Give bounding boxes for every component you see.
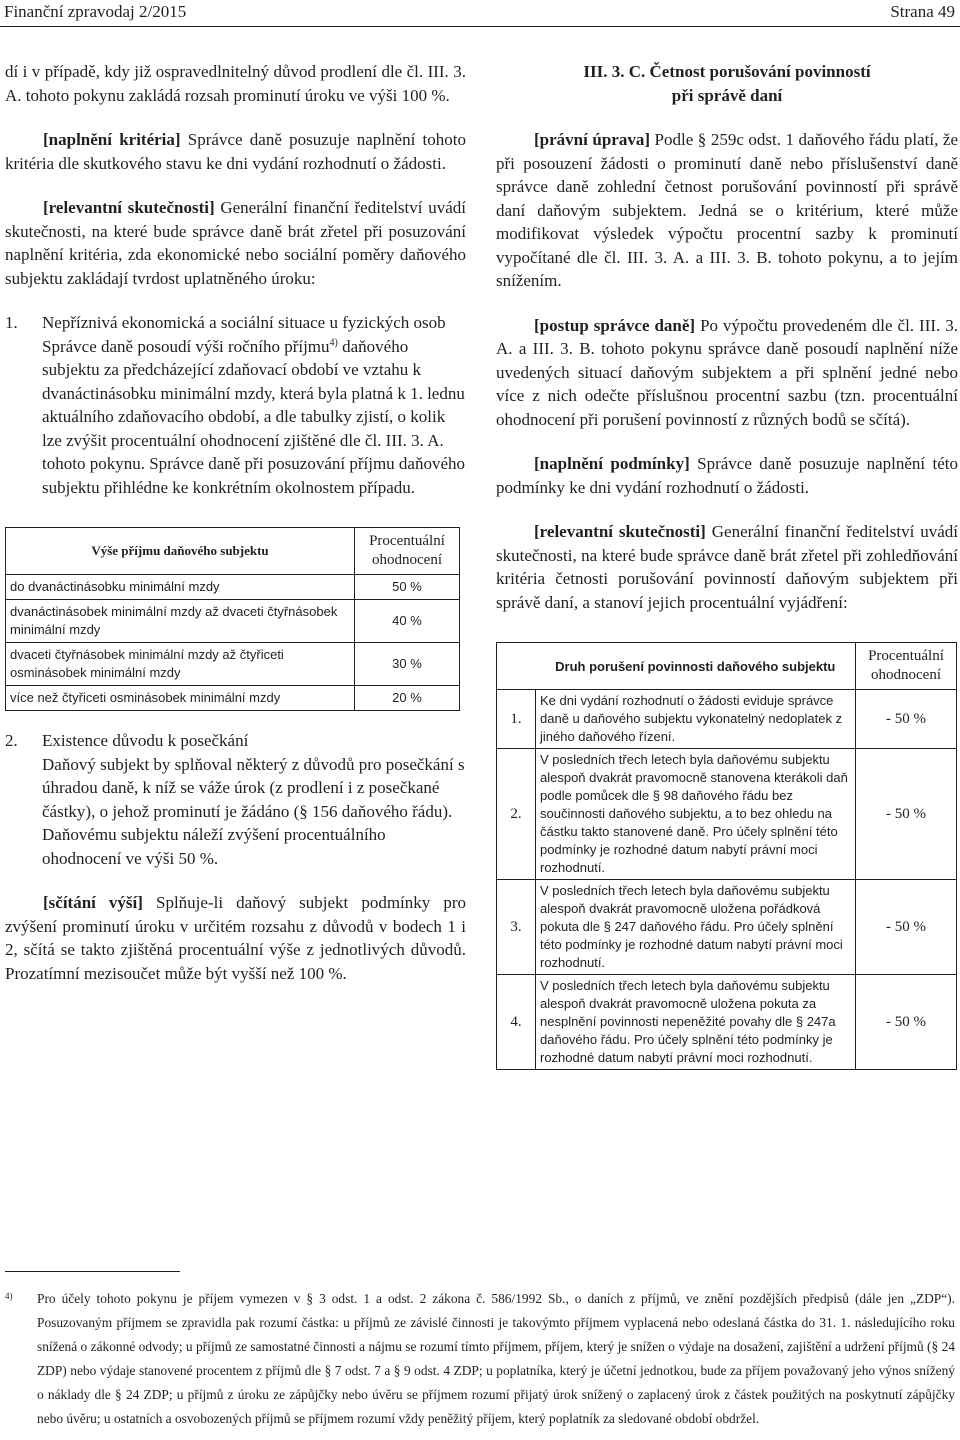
table-cell-value: 40 % — [355, 600, 460, 643]
list-item-number: 1. — [5, 313, 18, 332]
paragraph-continued: dí i v případě, kdy již ospravedlnitelný důvod prodlení dle čl. III. 3. A. tohoto pokynu zakládá rozsah prominutí úroku ve výši 100 %. — [5, 62, 466, 105]
table-row — [6, 600, 460, 643]
table-row — [6, 686, 460, 711]
text-naplneni-kriteria: Správce daně posuzuje naplnění tohoto kritéria dle skutkového stavu ke dni vydání rozhodnutí o žádosti. — [5, 130, 466, 173]
table-cell-number: 1. — [497, 690, 536, 749]
list-item-2 — [5, 729, 466, 870]
income-table — [5, 527, 460, 711]
journal-title: Finanční zpravodaj 2/2015 — [4, 2, 187, 21]
list-item-body: Daňový subjekt by splňoval některý z důvodů pro posečkání s úhradou daně, k níž se váže úrok (z prodlení i z posečkané částky), o jehož prominutí je žádáno (§ 156 daňového řádu). Daňovému subjektu náleží zvýšení procentuálního ohodnocení ve výši 50 %. — [42, 754, 465, 868]
table-row — [497, 690, 957, 749]
table-cell-value: - 50 % — [856, 880, 957, 975]
text-pravni-uprava: Podle § 259c odst. 1 daňového řádu platí, že při posouzení žádosti o prominutí daně nebo příslušenství daně správce daně zohlední četnost porušování povinností při správě daní daňovým subjektem. Jedná se o kritérium, které může modifikovat výsledek výpočtu procentní sazby k prominutí vypočítané dle čl. III. 3. A. a III. 3. B. tohoto pokynu, a to jejím snížením. — [496, 130, 958, 290]
page-number: Strana 49 — [890, 2, 955, 21]
list-item-body — [42, 335, 466, 500]
text-naplneni-podminky: Správce daně posuzuje naplnění této podmínky ke dni vydání rozhodnutí o žádosti. — [496, 454, 958, 497]
paragraph-scitani-vysi — [5, 891, 466, 985]
footnote-mark: 4) — [5, 1291, 13, 1301]
item1-text-a: Správce daně posoudí výši ročního příjmu — [42, 336, 330, 356]
left-column — [5, 60, 466, 985]
tag-postup-spravce: [postup správce daně] — [534, 315, 696, 335]
table-cell-text: V posledních třech letech byla daňovému subjektu alespoň dvakrát pravomocně uložena pokuta za nesplnění povinnosti nepeněžité povahy dle § 247a daňového řádu. Pro účely splnění této podmínky je rozhodné datum nabytí právní moci rozhodnutí. — [536, 975, 856, 1070]
tag-naplneni-kriteria: [naplnění kritéria] — [43, 130, 181, 149]
table-cell-number: 3. — [497, 880, 536, 975]
section-heading-line2: při správě daní — [671, 85, 783, 105]
table-cell-number: 2. — [497, 749, 536, 880]
tag-pravni-uprava: [právní úprava] — [534, 130, 650, 149]
list-item-1 — [5, 311, 466, 499]
table-header-percent: Procentuální ohodnocení — [355, 528, 460, 575]
table-header-violation: Druh porušení povinnosti daňového subjektu — [536, 643, 856, 690]
text-scitani-vysi: Splňuje-li daňový subjekt podmínky pro zvýšení prominutí úroku v určitém rozsahu z důvodů v bodech 1 i 2, sčítá se takto zjištěná procentuální výše z jednotlivých důvodů. Prozatímní mezisoučet může být vyšší než 100 %. — [5, 893, 466, 983]
table-cell-text: Ke dni vydání rozhodnutí o žádosti eviduje správce daně u daňového subjektu vykonatelný nedoplatek z jiného daňového řízení. — [536, 690, 856, 749]
page-header — [0, 0, 960, 27]
list-item-title: Existence důvodu k posečkání — [42, 731, 249, 750]
footnote-ref: 4) — [329, 336, 338, 348]
table-row — [497, 975, 957, 1070]
table-cell-value: - 50 % — [856, 690, 957, 749]
table-cell-value: 30 % — [355, 643, 460, 686]
table-cell-value: 20 % — [355, 686, 460, 711]
table-header-percent: Procentuální ohodnocení — [856, 643, 957, 690]
tag-naplneni-podminky: [naplnění podmínky] — [534, 454, 690, 473]
tag-relevantni-skutecnosti: [relevantní skutečnosti] — [43, 198, 215, 217]
paragraph-naplneni-podminky — [496, 452, 958, 499]
paragraph-pravni-uprava — [496, 128, 958, 293]
text-postup-spravce: Po výpočtu provedeném dle čl. III. 3. A. a III. 3. B. tohoto pokynu správce daně posoudí naplnění níže uvedených situací daňovým subjektem a při splnění jedné nebo více z nich odečte příslušnou procentní sazbu (tzn. procentuální ohodnocení při porušení povinností z různých bodů se sčítá). — [496, 315, 958, 429]
footnote — [5, 1287, 955, 1431]
text-relevantni-skutecnosti: Generální finanční ředitelství uvádí skutečnosti, na které bude správce daně brát zřetel při posuzování naplnění kritéria, zda ekonomické nebo sociální poměry daňového subjektu zakládají tvrdost uplatněného úroku: — [5, 198, 466, 288]
list-item-number: 2. — [5, 731, 18, 750]
table-row — [497, 749, 957, 880]
tag-relevantni-skutecnosti-2: [relevantní skutečnosti] — [534, 522, 706, 541]
table-cell-value: 50 % — [355, 575, 460, 600]
table-row — [497, 880, 957, 975]
paragraph-postup-spravce — [496, 314, 958, 432]
footnote-divider — [5, 1271, 180, 1272]
footnote-text: Pro účely tohoto pokynu je příjem vymezen v § 3 odst. 1 a odst. 2 zákona č. 586/1992 Sb., o daních z příjmů, ve znění pozdějších předpisů (dále jen „ZDP“). Posuzovaným příjmem se zpravidla pak rozumí částka: u příjmů ze závislé činnosti je takovýmto příjmem vyplacená nebo odeslaná částka do 31. 1. následujícího roku snížená o zákonné odvody; u příjmů ze samostatné činnosti a nájmu se rozumí tímto příjmem, příjem, který je snížen o výdaje na dosažení, zajištění a udržení příjmů (§ 24 ZDP) nebo výdaje stanovené procentem z příjmů dle § 7 odst. 7 a § 9 odst. 4 ZDP; u poplatníka, který je účetní jednotkou, bude za příjem považovaný jeho výnos snížený o náklady dle § 24 ZDP; u příjmů z úroku ze zápůjčky nebo úvěru se příjmem rozumí přijatý úrok snížený o zaplacený úrok z částek použitých na poskytnutí zápůjčky nebo úvěru; u ostatních a osvobozených příjmů se příjmem rozumí vždy peněžitý příjem, který poplatník za sledované období obdržel. — [37, 1291, 955, 1426]
violation-table — [496, 642, 957, 1070]
right-column — [496, 60, 958, 1070]
table-cell-value: - 50 % — [856, 749, 957, 880]
table-cell-value: - 50 % — [856, 975, 957, 1070]
text-relevantni-skutecnosti-2: Generální finanční ředitelství uvádí skutečnosti, na které bude správce daně brát zřetel při zohledňování kritéria četnosti porušování povinností daňovým subjektem při správě daní, a stanoví jejich procentuální vyjádření: — [496, 522, 958, 612]
table-cell-text: V posledních třech letech byla daňovému subjektu alespoň dvakrát pravomocně stanovena kterákoli daň podle pomůcek dle § 98 daňového řádu bez součinnosti daňového subjektu, a to bez ohledu na částku takto stanovené daně. Pro účely splnění této podmínky je rozhodné datum nabytí právní moci rozhodnutí. — [536, 749, 856, 880]
table-cell-text: V posledních třech letech byla daňovému subjektu alespoň dvakrát pravomocně uložena pořádková pokuta dle § 247 daňového řádu. Pro účely splnění této podmínky je rozhodné datum nabytí právní moci rozhodnutí. — [536, 880, 856, 975]
table-header-blank — [497, 643, 536, 690]
table-cell-label: dvanáctinásobek minimální mzdy až dvaceti čtyřnásobek minimální mzdy — [6, 600, 355, 643]
paragraph-relevantni-skutecnosti-2 — [496, 520, 958, 614]
table-row — [6, 575, 460, 600]
table-row — [6, 643, 460, 686]
paragraph-relevantni-skutecnosti — [5, 196, 466, 290]
table-cell-number: 4. — [497, 975, 536, 1070]
table-cell-label: do dvanáctinásobku minimální mzdy — [6, 575, 355, 600]
list-item-title: Nepříznivá ekonomická a sociální situace u fyzických osob — [42, 313, 446, 332]
table-header-income: Výše příjmu daňového subjektu — [6, 528, 355, 575]
paragraph-naplneni-kriteria — [5, 128, 466, 175]
table-cell-label: více než čtyřiceti osminásobek minimální mzdy — [6, 686, 355, 711]
item1-text-b: daňového subjektu za předcházející zdaňovací období ve vztahu k dvanáctinásobku minimální mzdy, která byla platná k 1. lednu aktuálního zdaňovacího období, a dle tabulky zjistí, o kolik lze zvýšit procentuální ohodnocení zjištěné dle čl. III. 3. A. tohoto pokynu. Správce daně při posuzování příjmu daňového subjektu přihlédne ke konkrétním okolnostem případu. — [42, 336, 466, 497]
tag-scitani-vysi: [sčítání výší] — [43, 893, 143, 912]
table-cell-label: dvaceti čtyřnásobek minimální mzdy až čtyřiceti osminásobek minimální mzdy — [6, 643, 355, 686]
section-heading: III. 3. C. Četnost porušování povinností — [583, 62, 871, 81]
